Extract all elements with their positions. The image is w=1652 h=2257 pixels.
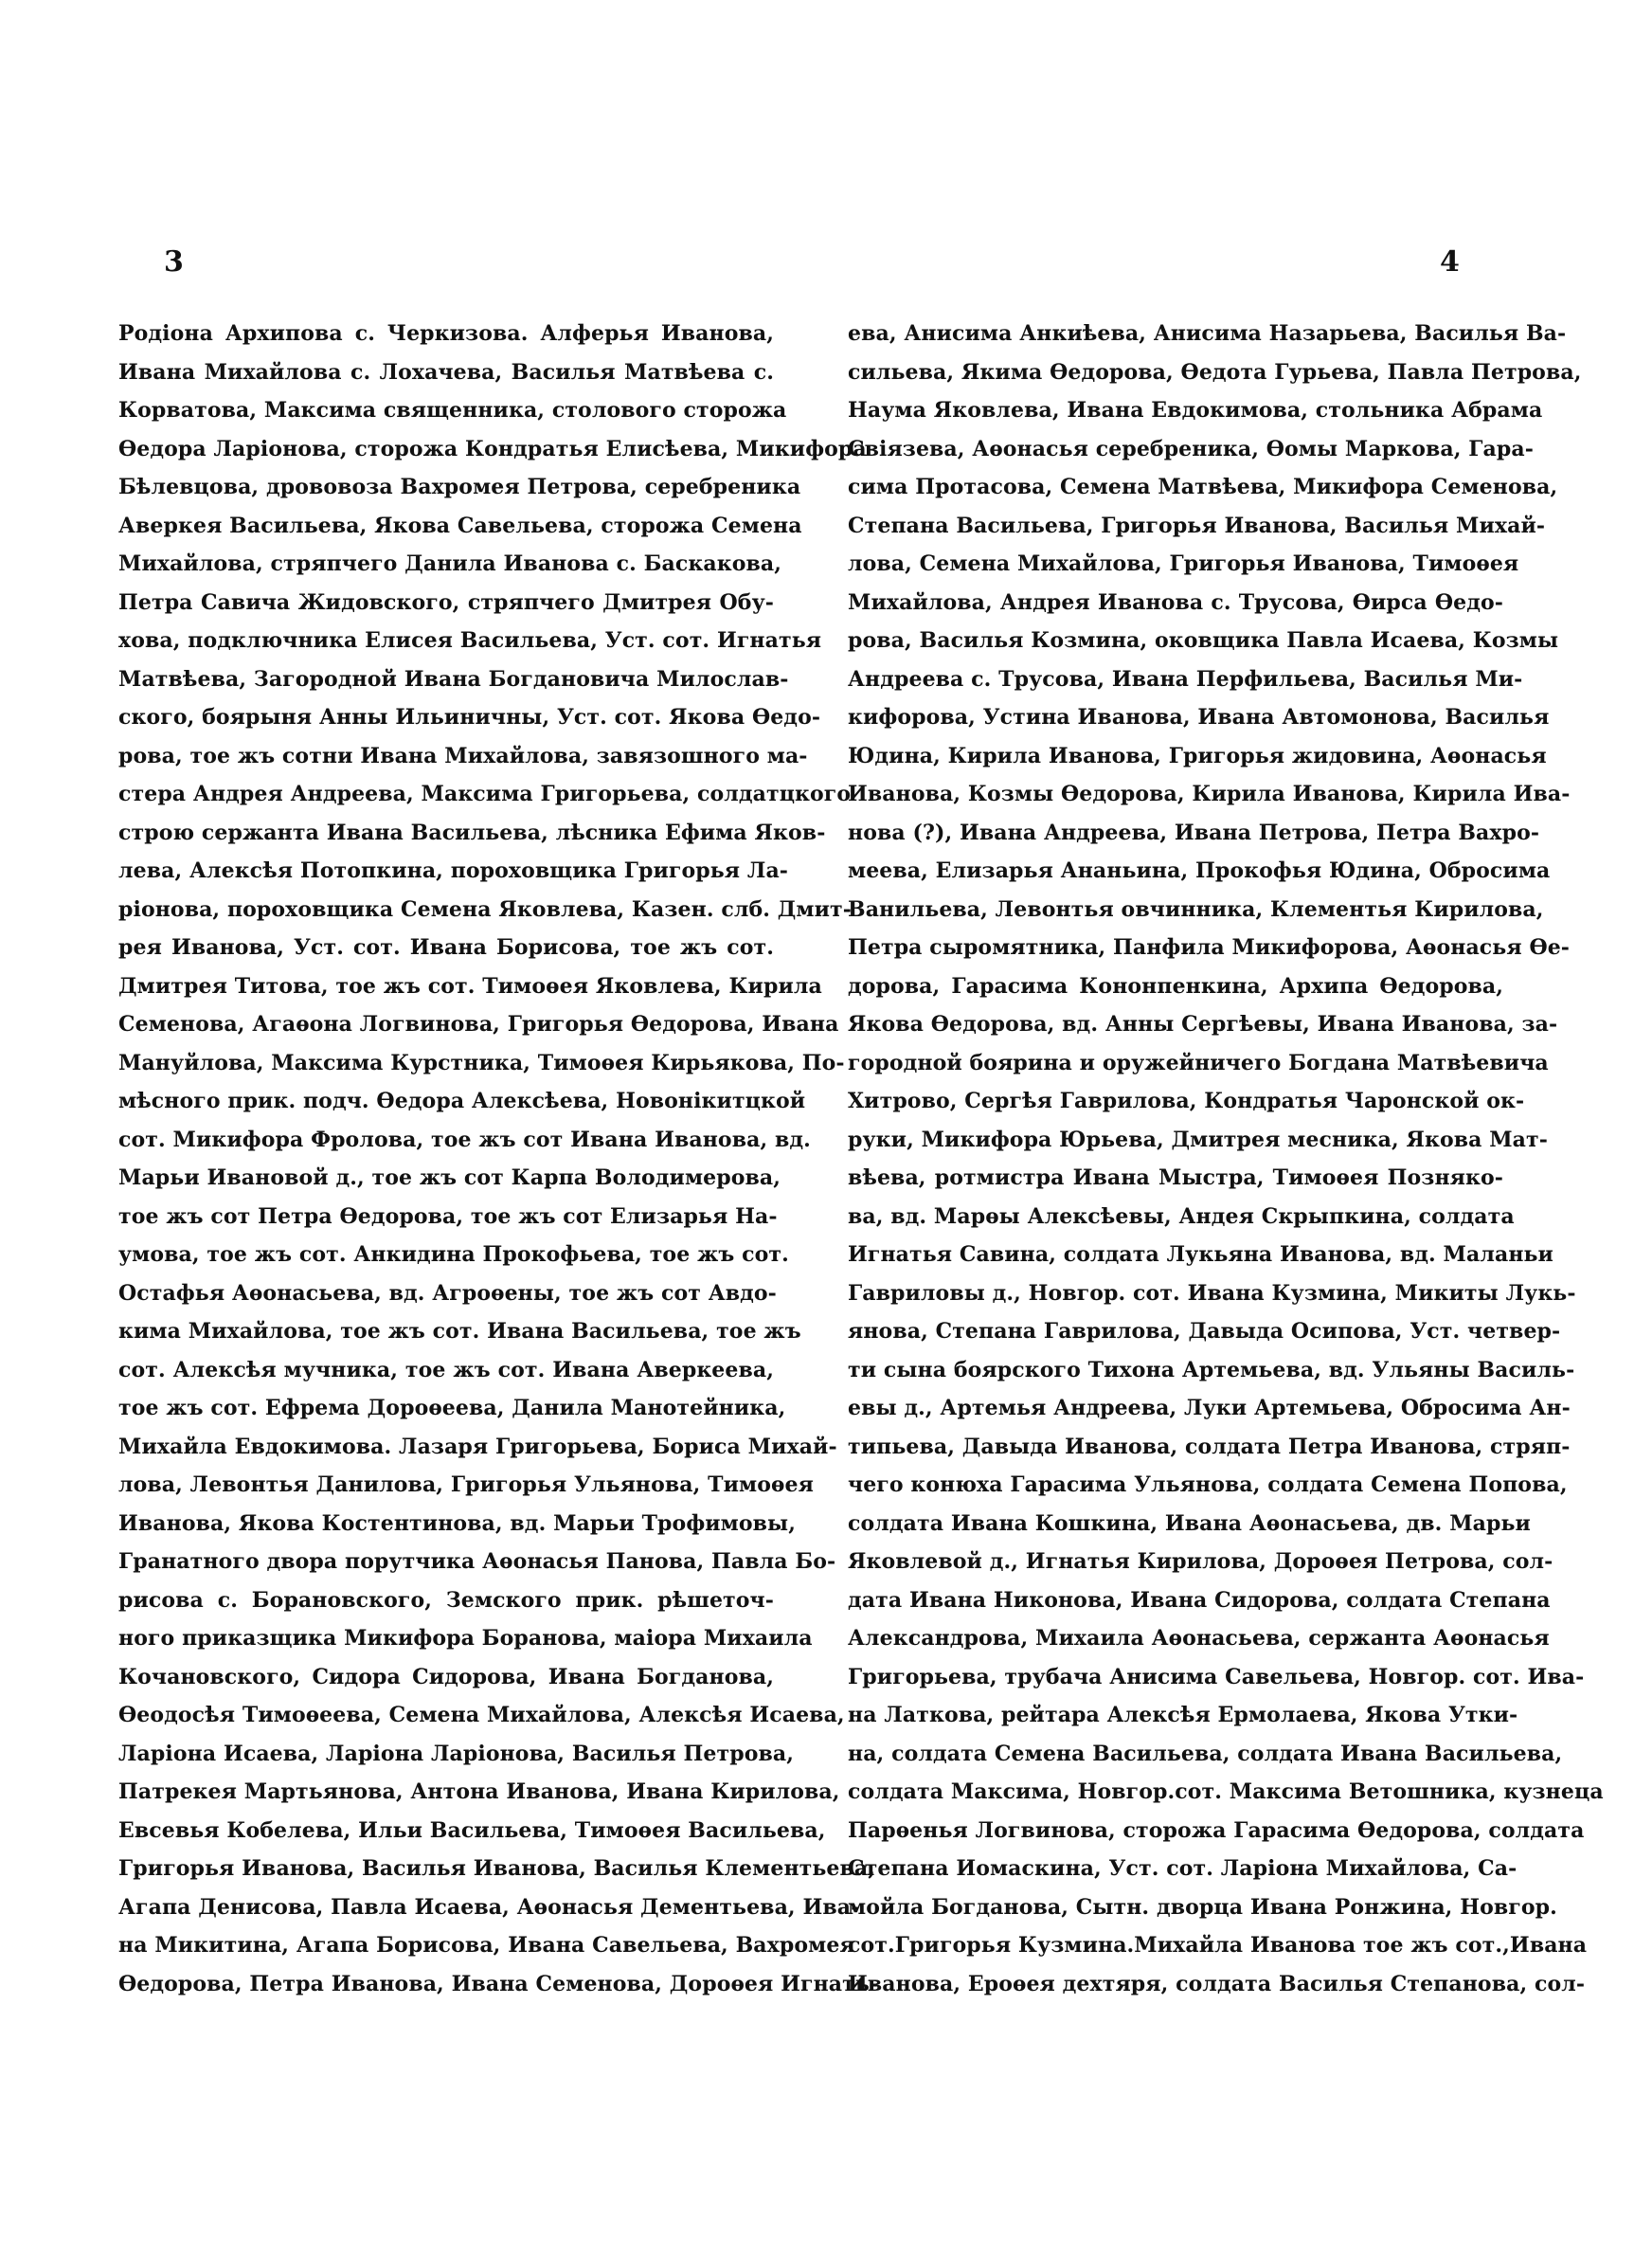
text-line: городной боярина и оружейничего Богдана Матвѣевича bbox=[848, 1050, 1549, 1075]
text-line: Матвѣева, Загородной Ивана Богдановича Милослав- bbox=[118, 666, 789, 692]
text-line: рова, Василья Козмина, оковщика Павла Исаева, Козмы bbox=[848, 628, 1559, 653]
text-line: сима Протасова, Семена Матвѣева, Микифора Семенова, bbox=[848, 475, 1558, 499]
text-line: Бѣлевцова, дрововоза Вахромея Петрова, серебреника bbox=[118, 475, 801, 499]
text-line: типьева, Давыда Иванова, солдата Петра Иванова, стряп- bbox=[848, 1434, 1571, 1459]
text-line: дорова, Гарасима Кононпенкина, Архипа Ѳедорова, bbox=[848, 973, 1503, 999]
text-line: Кочановского, Сидора Сидорова, Ивана Богданова, bbox=[118, 1664, 774, 1689]
text-line: Иванова, Ероѳея дехтяря, солдата Василья Степанова, сол- bbox=[848, 1971, 1586, 1996]
text-line: Игнатья Савина, солдата Лукьяна Иванова, вд. Маланьи bbox=[848, 1242, 1553, 1267]
text-line: сот. Алексѣя мучника, тое жъ сот. Ивана Аверкеева, bbox=[118, 1357, 774, 1382]
text-line: Ѳедора Ларіонова, сторожа Кондратья Елисѣева, Микифора bbox=[118, 436, 867, 461]
text-line: рея Иванова, Уст. сот. Ивана Борисова, тое жъ сот. bbox=[118, 935, 774, 960]
text-line: евы д., Артемья Андреева, Луки Артемьева, Обросима Ан- bbox=[848, 1396, 1571, 1420]
text-line: на, солдата Семена Васильева, солдата Ивана Васильева, bbox=[848, 1741, 1563, 1766]
text-line: ева, Анисима Анкиѣева, Анисима Назарьева, Василья Ва- bbox=[848, 321, 1567, 346]
text-line: кифорова, Устина Иванова, Ивана Автомонова, Василья bbox=[848, 705, 1550, 730]
text-line: лова, Семена Михайлова, Григорья Иванова, Тимоѳея bbox=[848, 551, 1519, 576]
text-line: Ларіона Исаева, Ларіона Ларіонова, Василья Петрова, bbox=[118, 1741, 795, 1766]
text-line: хова, подключника Елисея Васильева, Уст. сот. Игнатья bbox=[118, 628, 822, 653]
text-line: на Латкова, рейтара Алексѣя Ермолаева, Якова Утки- bbox=[848, 1703, 1518, 1727]
text-line: строю сержанта Ивана Васильева, лѣсника Ефима Яков- bbox=[118, 820, 826, 845]
text-line: Андреева с. Трусова, Ивана Перфильева, Василья Ми- bbox=[848, 666, 1523, 692]
page-number-left: 3 bbox=[164, 245, 184, 279]
text-line: сот. Микифора Фролова, тое жъ сот Ивана Иванова, вд. bbox=[118, 1127, 811, 1152]
text-line: мойла Богданова, Сытн. дворца Ивана Ронжина, Новгор. bbox=[848, 1894, 1557, 1920]
text-line: Корватова, Максима священника, столового сторожа bbox=[118, 398, 787, 423]
text-line: Иванова, Козмы Ѳедорова, Кирила Иванова, Кирила Ива- bbox=[848, 782, 1571, 806]
text-line: ного приказщика Микифора Боранова, маіора Михаила bbox=[118, 1626, 813, 1651]
text-line: Свіязева, Аѳонасья серебреника, Ѳомы Маркова, Гара- bbox=[848, 436, 1534, 461]
text-line: солдата Максима, Новгор.сот. Максима Ветошника, кузнеца bbox=[848, 1779, 1604, 1804]
text-line: вѣева, ротмистра Ивана Мыстра, Тимоѳея Позняко- bbox=[848, 1165, 1503, 1190]
text-line: умова, тое жъ сот. Анкидина Прокофьева, тое жъ сот. bbox=[118, 1242, 789, 1267]
text-line: Агапа Денисова, Павла Исаева, Аѳонасья Дементьева, Ива- bbox=[118, 1894, 860, 1920]
text-line: нова (?), Ивана Андреева, Ивана Петрова, Петра Вахро- bbox=[848, 820, 1540, 845]
text-column-left bbox=[118, 315, 879, 2003]
text-line: тое жъ сот Петра Ѳедорова, тое жъ сот Елизарья На- bbox=[118, 1203, 778, 1229]
text-line: на Микитина, Агапа Борисова, Ивана Савельева, Вахромея bbox=[118, 1933, 855, 1958]
text-line: Иванова, Якова Костентинова, вд. Марьи Трофимовы, bbox=[118, 1510, 796, 1536]
text-line: янова, Степана Гаврилова, Давыда Осипова, Уст. четвер- bbox=[848, 1319, 1561, 1344]
text-line: рова, тое жъ сотни Ивана Михайлова, завязошного ма- bbox=[118, 743, 808, 768]
text-line: чего конюха Гарасима Ульянова, солдата Семена Попова, bbox=[848, 1472, 1568, 1497]
text-line: Марьи Ивановой д., тое жъ сот Карпа Володимерова, bbox=[118, 1165, 781, 1190]
text-line: Дмитрея Титова, тое жъ сот. Тимоѳея Яковлева, Кирила bbox=[118, 973, 822, 999]
text-line: сот.Григорья Кузмина.Михайла Иванова тое жъ сот.,Ивана bbox=[848, 1933, 1588, 1958]
text-line: Семенова, Агаѳона Логвинова, Григорья Ѳедорова, Ивана bbox=[118, 1012, 839, 1037]
text-line: стера Андрея Андреева, Максима Григорьева, солдатцкого bbox=[118, 782, 852, 806]
text-line: руки, Микифора Юрьева, Дмитрея месника, Якова Мат- bbox=[848, 1127, 1548, 1152]
text-line: Наума Яковлева, Ивана Евдокимова, стольника Абрама bbox=[848, 398, 1543, 423]
text-line: Якова Ѳедорова, вд. Анны Сергѣевы, Ивана Иванова, за- bbox=[848, 1012, 1558, 1037]
text-line: Родіона Архипова с. Черкизова. Алферья Иванова, bbox=[118, 321, 774, 346]
text-line: Патрекея Мартьянова, Антона Иванова, Ивана Кирилова, bbox=[118, 1779, 840, 1804]
text-line: Евсевья Кобелева, Ильи Васильева, Тимоѳея Васильева, bbox=[118, 1817, 826, 1843]
text-line: Гранатного двора порутчика Аѳонасья Панова, Павла Бо- bbox=[118, 1549, 836, 1574]
text-line: кима Михайлова, тое жъ сот. Ивана Васильева, тое жъ bbox=[118, 1319, 801, 1344]
text-line: Хитрово, Сергѣя Гаврилова, Кондратья Чаронской ок- bbox=[848, 1089, 1525, 1113]
text-line: сильева, Якима Ѳедорова, Ѳедота Гурьева, Павла Петрова, bbox=[848, 359, 1582, 385]
text-line: Степана Иомаскина, Уст. сот. Ларіона Михайлова, Са- bbox=[848, 1856, 1517, 1881]
text-line: Петра Савича Жидовского, стряпчего Дмитрея Обу- bbox=[118, 589, 774, 615]
text-line: Гавриловы д., Новгор. сот. Ивана Кузмина, Микиты Лукь- bbox=[848, 1280, 1576, 1306]
text-line: Степана Васильева, Григорья Иванова, Василья Михай- bbox=[848, 513, 1546, 538]
text-line: Александрова, Михаила Аѳонасьева, сержанта Аѳонасья bbox=[848, 1626, 1550, 1651]
text-column-right bbox=[848, 315, 1604, 2003]
text-line: Яковлевой д., Игнатья Кирилова, Дороѳея Петрова, сол- bbox=[848, 1549, 1553, 1574]
text-line: Ивана Михайлова с. Лохачева, Василья Матвѣева с. bbox=[118, 359, 774, 385]
text-line: тое жъ сот. Ефрема Дороѳеева, Данила Манотейника, bbox=[118, 1396, 786, 1420]
page-number-right: 4 bbox=[1440, 245, 1460, 279]
text-line: Григорьева, трубача Анисима Савельева, Новгор. сот. Ива- bbox=[848, 1664, 1585, 1689]
text-line: ского, боярыня Анны Ильиничны, Уст. сот. Якова Ѳедо- bbox=[118, 705, 821, 730]
text-line: Михайлова, стряпчего Данила Иванова с. Баскакова, bbox=[118, 551, 782, 576]
text-line: Петра сыромятника, Панфила Микифорова, Аѳонасья Ѳе- bbox=[848, 935, 1571, 960]
text-line: Ѳедорова, Петра Иванова, Ивана Семенова, Дороѳея Игнать- bbox=[118, 1971, 879, 1996]
text-line: солдата Ивана Кошкина, Ивана Аѳонасьева, дв. Марьи bbox=[848, 1510, 1531, 1536]
text-line: ти сына боярского Тихона Артемьева, вд. Ульяны Василь- bbox=[848, 1357, 1575, 1382]
text-line: ріонова, пороховщика Семена Яковлева, Казен. слб. Дмит- bbox=[118, 896, 853, 922]
text-line: мѣсного прик. подч. Ѳедора Алексѣева, Новонікитцкой bbox=[118, 1089, 806, 1113]
text-line: лева, Алексѣя Потопкина, пороховщика Григорья Ла- bbox=[118, 858, 789, 883]
text-line: Ѳеодосѣя Тимоѳеева, Семена Михайлова, Алексѣя Исаева, bbox=[118, 1703, 845, 1727]
text-line: ва, вд. Марѳы Алексѣевы, Андея Скрыпкина, солдата bbox=[848, 1203, 1515, 1229]
text-line: Аверкея Васильева, Якова Савельева, сторожа Семена bbox=[118, 513, 802, 538]
text-line: дата Ивана Никонова, Ивана Сидорова, солдата Степана bbox=[848, 1587, 1551, 1613]
text-line: Мануйлова, Максима Курстника, Тимоѳея Кирьякова, По- bbox=[118, 1050, 845, 1075]
text-line: Парѳенья Логвинова, сторожа Гарасима Ѳедорова, солдата bbox=[848, 1817, 1585, 1843]
text-line: Юдина, Кирила Иванова, Григорья жидовина, Аѳонасья bbox=[848, 743, 1547, 768]
text-line: Михайла Евдокимова. Лазаря Григорьева, Бориса Михай- bbox=[118, 1434, 837, 1459]
text-line: лова, Левонтья Данилова, Григорья Ульянова, Тимоѳея bbox=[118, 1472, 814, 1497]
text-line: Ванильева, Левонтья овчинника, Клементья Кирилова, bbox=[848, 896, 1544, 922]
text-line: Остафья Аѳонасьева, вд. Агроѳены, тое жъ сот Авдо- bbox=[118, 1280, 777, 1306]
text-line: Григорья Иванова, Василья Иванова, Василья Клементьева, bbox=[118, 1856, 876, 1881]
text-line: Михайлова, Андрея Иванова с. Трусова, Ѳирса Ѳедо- bbox=[848, 589, 1503, 615]
text-line: рисова с. Борановского, Земского прик. рѣшеточ- bbox=[118, 1587, 774, 1613]
text-line: меева, Елизарья Ананьина, Прокофья Юдина, Обросима bbox=[848, 858, 1551, 883]
